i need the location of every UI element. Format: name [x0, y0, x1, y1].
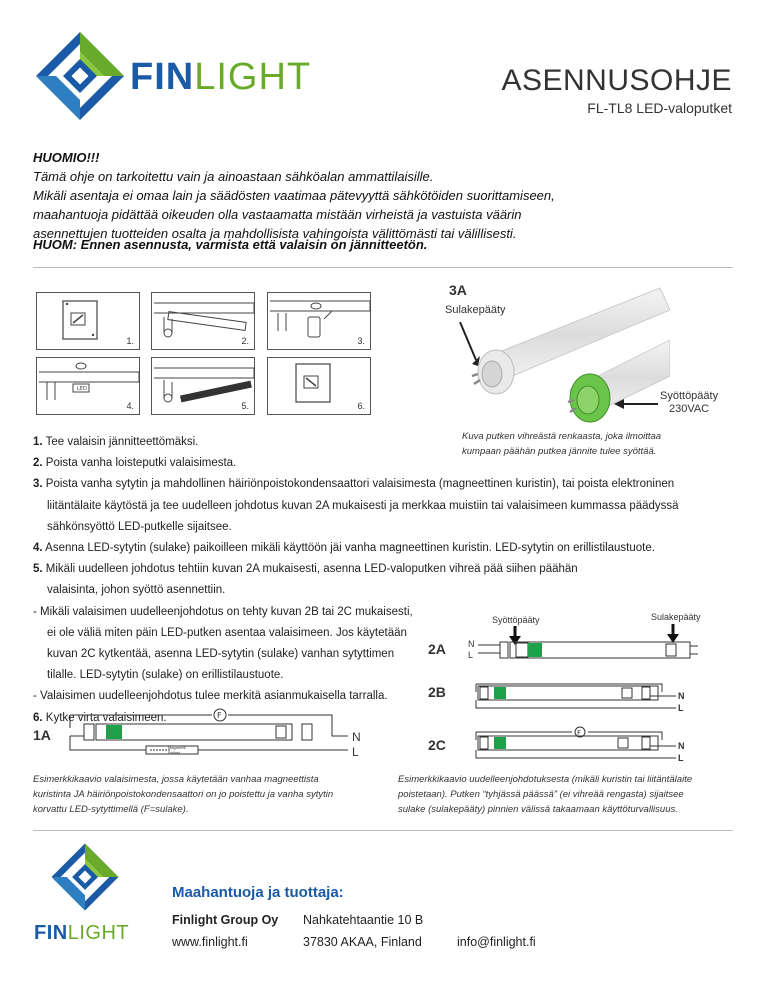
- finlight-diamond-icon: [50, 842, 120, 912]
- instruction-text: Poista vanha loisteputki valaisimesta.: [42, 457, 237, 470]
- diagram-1a-ballast: Magneetti Ballast: [168, 745, 186, 755]
- footer-city: 37830 AKAA, Finland: [303, 935, 422, 949]
- diagram-1a-n: N: [352, 730, 361, 744]
- supply-end-text: Syöttöpääty: [660, 390, 719, 402]
- footer-street: Nahkatehtaantie 10 B: [303, 913, 424, 927]
- instruction-line: [33, 517, 733, 538]
- instruction-text: Asenna LED-sytytin (sulake) paikoilleen mikäli käyttöön jäi vanha magneettinen kuristin. LED-sytytin on erillistilaustuote.: [42, 542, 655, 555]
- diagram-1a-l: L: [352, 745, 359, 759]
- caption-line: kuristinta JA häiriönpoistokondensaattori on jo poistettu ja vanha sytytin: [33, 789, 334, 800]
- instruction-text: Poista vanha sytytin ja mahdollinen häiriönpoistokondensaattori valaisimesta (magneettinen kuristin), tai poista elektroninen: [42, 478, 675, 491]
- page-subtitle: FL-TL8 LED-valoputket: [587, 100, 732, 116]
- instruction-number: 3.: [33, 478, 43, 491]
- instruction-text: liitäntälaite käytöstä ja tee uudelleen johdotus kuvan 2A mukaisesti ja merkkaa muistiin tai valaisimeen kummassa päädyssä: [47, 499, 679, 512]
- diagram-1a: [66, 706, 366, 758]
- diagram-2b-label: 2B: [428, 684, 446, 700]
- diag2-fuse-label: Sulakepääty: [651, 612, 701, 622]
- brand-wordmark: [130, 56, 311, 99]
- instruction-text: - Valaisimen uudelleenjohdotus tulee merkitä asianmukaisella tarralla.: [33, 690, 388, 703]
- caption-line: sulake (sulakepääty) pinnien välissä takaamaan käyttöturvallisuus.: [398, 804, 678, 815]
- footer-fin: FIN: [34, 922, 68, 944]
- diagram-1a-caption: [33, 772, 383, 817]
- step-number: 2.: [241, 336, 249, 346]
- diagram-2a-l: L: [468, 650, 474, 660]
- photo-label: 3A: [449, 282, 467, 298]
- caption-line: Esimerkkikaavio valaisimesta, jossa käytetään vanhaa magneettista: [33, 774, 319, 785]
- instruction-line: [33, 432, 733, 453]
- diagram-2c-n: N: [678, 741, 685, 751]
- instruction-line: [33, 602, 423, 623]
- step-illustration-3: [267, 292, 371, 350]
- warning-line: asennettujen tuotteiden osalta ja mahdollisista vahingoista välittömästi tai välillisesti.: [33, 226, 517, 241]
- footer-web-link[interactable]: www.finlight.fi: [172, 935, 248, 949]
- supply-end-arrow-icon: [612, 396, 660, 412]
- diagram-2c: [472, 722, 694, 766]
- instruction-number: 2.: [33, 457, 43, 470]
- instruction-line: [33, 559, 733, 580]
- warning-line: Mikäli asentaja ei omaa lain ja säädösten vaatimaa pätevyyttä sähkötöiden suorittamiseen,: [33, 188, 555, 203]
- voltage-text: 230VAC: [668, 403, 710, 415]
- diagram-2b: [472, 680, 694, 714]
- instruction-text: - Mikäli valaisimen uudelleenjohdotus on tehty kuvan 2B tai 2C mukaisesti,: [33, 605, 413, 618]
- finlight-diamond-icon: [34, 30, 126, 122]
- step-number: 6.: [357, 401, 365, 411]
- step-illustration-1: [36, 292, 140, 350]
- step-illustration-4: [36, 357, 140, 415]
- step-illustration-6: [267, 357, 371, 415]
- instruction-line: [33, 686, 423, 707]
- instruction-text: tilalle. LED-sytytin (sulake) on erillistilaustuote.: [47, 669, 284, 682]
- diag2-supply-label: Syöttöpääty: [492, 615, 540, 625]
- instruction-line: [33, 665, 423, 686]
- footer-email-link[interactable]: info@finlight.fi: [457, 935, 536, 949]
- instruction-line: [33, 623, 423, 644]
- supply-end-label: [660, 390, 718, 416]
- remove-starter-icon: [268, 293, 372, 351]
- step-number: 5.: [241, 401, 249, 411]
- header-logo: [34, 26, 324, 126]
- caption-line: Kuva putken vihreästä renkaasta, joka ilmoittaa: [462, 431, 662, 442]
- diagram-2c-l: L: [678, 753, 684, 763]
- warning-huom: HUOM: Ennen asennusta, varmista että valaisin on jännitteetön.: [33, 237, 428, 252]
- instruction-text: Tee valaisin jännitteettömäksi.: [42, 436, 199, 448]
- divider: [33, 267, 733, 268]
- instruction-text: Mikäli uudelleen johdotus tehtiin kuvan 2A mukaisesti, asenna LED-valoputken vihreä pää siihen päähän: [42, 563, 578, 576]
- svg-text:F: F: [577, 729, 582, 737]
- insert-starter-icon: [37, 358, 141, 416]
- instruction-line: [33, 496, 733, 517]
- instruction-line: [33, 580, 733, 601]
- step-number: 1.: [126, 336, 134, 346]
- diagram-1a-label: 1A: [33, 727, 51, 743]
- step-illustration-2: [151, 292, 255, 350]
- instruction-text: kuvan 2C kytkentää, asenna LED-sytytin (sulake) vanhan sytyttimen: [47, 648, 395, 661]
- caption-line: korvattu LED-sytyttimellä (F=sulake).: [33, 804, 189, 815]
- remove-tube-icon: [152, 293, 256, 351]
- diagram-2a-n: N: [468, 639, 475, 649]
- warning-line: maahantuoja pidättää oikeuden olla vastaamatta mistään virheistä ja vastuista väärin: [33, 207, 522, 222]
- diagram-2-caption: [398, 772, 738, 817]
- footer-heading: Maahantuoja ja tuottaja:: [172, 884, 344, 901]
- step-number: 4.: [126, 401, 134, 411]
- instruction-line: [33, 474, 733, 495]
- footer-address-block: [303, 909, 423, 953]
- warning-heading: HUOMIO!!!: [33, 150, 100, 165]
- fuse-end-label: Sulakepääty: [445, 304, 506, 316]
- footer-wordmark: [34, 922, 129, 945]
- brand-light: LIGHT: [194, 56, 312, 98]
- warning-line: Tämä ohje on tarkoitettu vain ja ainoastaan sähköalan ammattilaisille.: [33, 169, 434, 184]
- switch-on-icon: [268, 358, 372, 416]
- diagram-2a-label: 2A: [428, 641, 446, 657]
- instruction-line: [33, 538, 733, 559]
- footer-company: Finlight Group Oy: [172, 913, 279, 927]
- instruction-number: 1.: [33, 436, 43, 448]
- instruction-number: 6.: [33, 711, 43, 724]
- step-illustration-5: [151, 357, 255, 415]
- brand-fin: FIN: [130, 56, 195, 98]
- diagram-2c-label: 2C: [428, 737, 446, 753]
- footer-logo: [30, 842, 140, 952]
- instruction-text: valaisinta, johon syöttö asennettiin.: [47, 584, 226, 597]
- wall-switch-icon: [37, 293, 141, 351]
- instruction-line: [33, 453, 733, 474]
- svg-text:LED: LED: [77, 386, 87, 392]
- instruction-line: [33, 644, 423, 665]
- instruction-text: ei ole väliä miten päin LED-putken asentaa valaisimeen. Jos käytetään: [47, 626, 407, 639]
- instruction-text: Kytke virta valaisimeen.: [42, 711, 167, 724]
- instruction-number: 4.: [33, 542, 43, 555]
- diagram-2b-n: N: [678, 691, 685, 701]
- caption-line: kumpaan päähän putkea jännite tulee syöttää.: [462, 446, 657, 457]
- divider: [33, 830, 733, 831]
- diagram-2a: [476, 638, 706, 662]
- diagram-2b-l: L: [678, 703, 684, 713]
- svg-text:F: F: [217, 711, 222, 720]
- warning-block: [33, 148, 733, 243]
- instruction-number: 5.: [33, 563, 43, 576]
- insert-led-tube-icon: [152, 358, 256, 416]
- page-title: ASENNUSOHJE: [501, 64, 732, 97]
- caption-line: Esimerkkikaavio uudelleenjohdotuksesta (mikäli kuristin tai liitäntälaite: [398, 774, 693, 785]
- caption-line: poistetaan). Putken “tyhjässä päässä” (ei vihreää rengasta) sijaitsee: [398, 789, 684, 800]
- footer-company-block: [172, 909, 278, 953]
- instruction-text: sähkönsyöttö LED-putkelle sijaitsee.: [47, 520, 232, 533]
- footer-light: LIGHT: [67, 922, 130, 944]
- step-number: 3.: [357, 336, 365, 346]
